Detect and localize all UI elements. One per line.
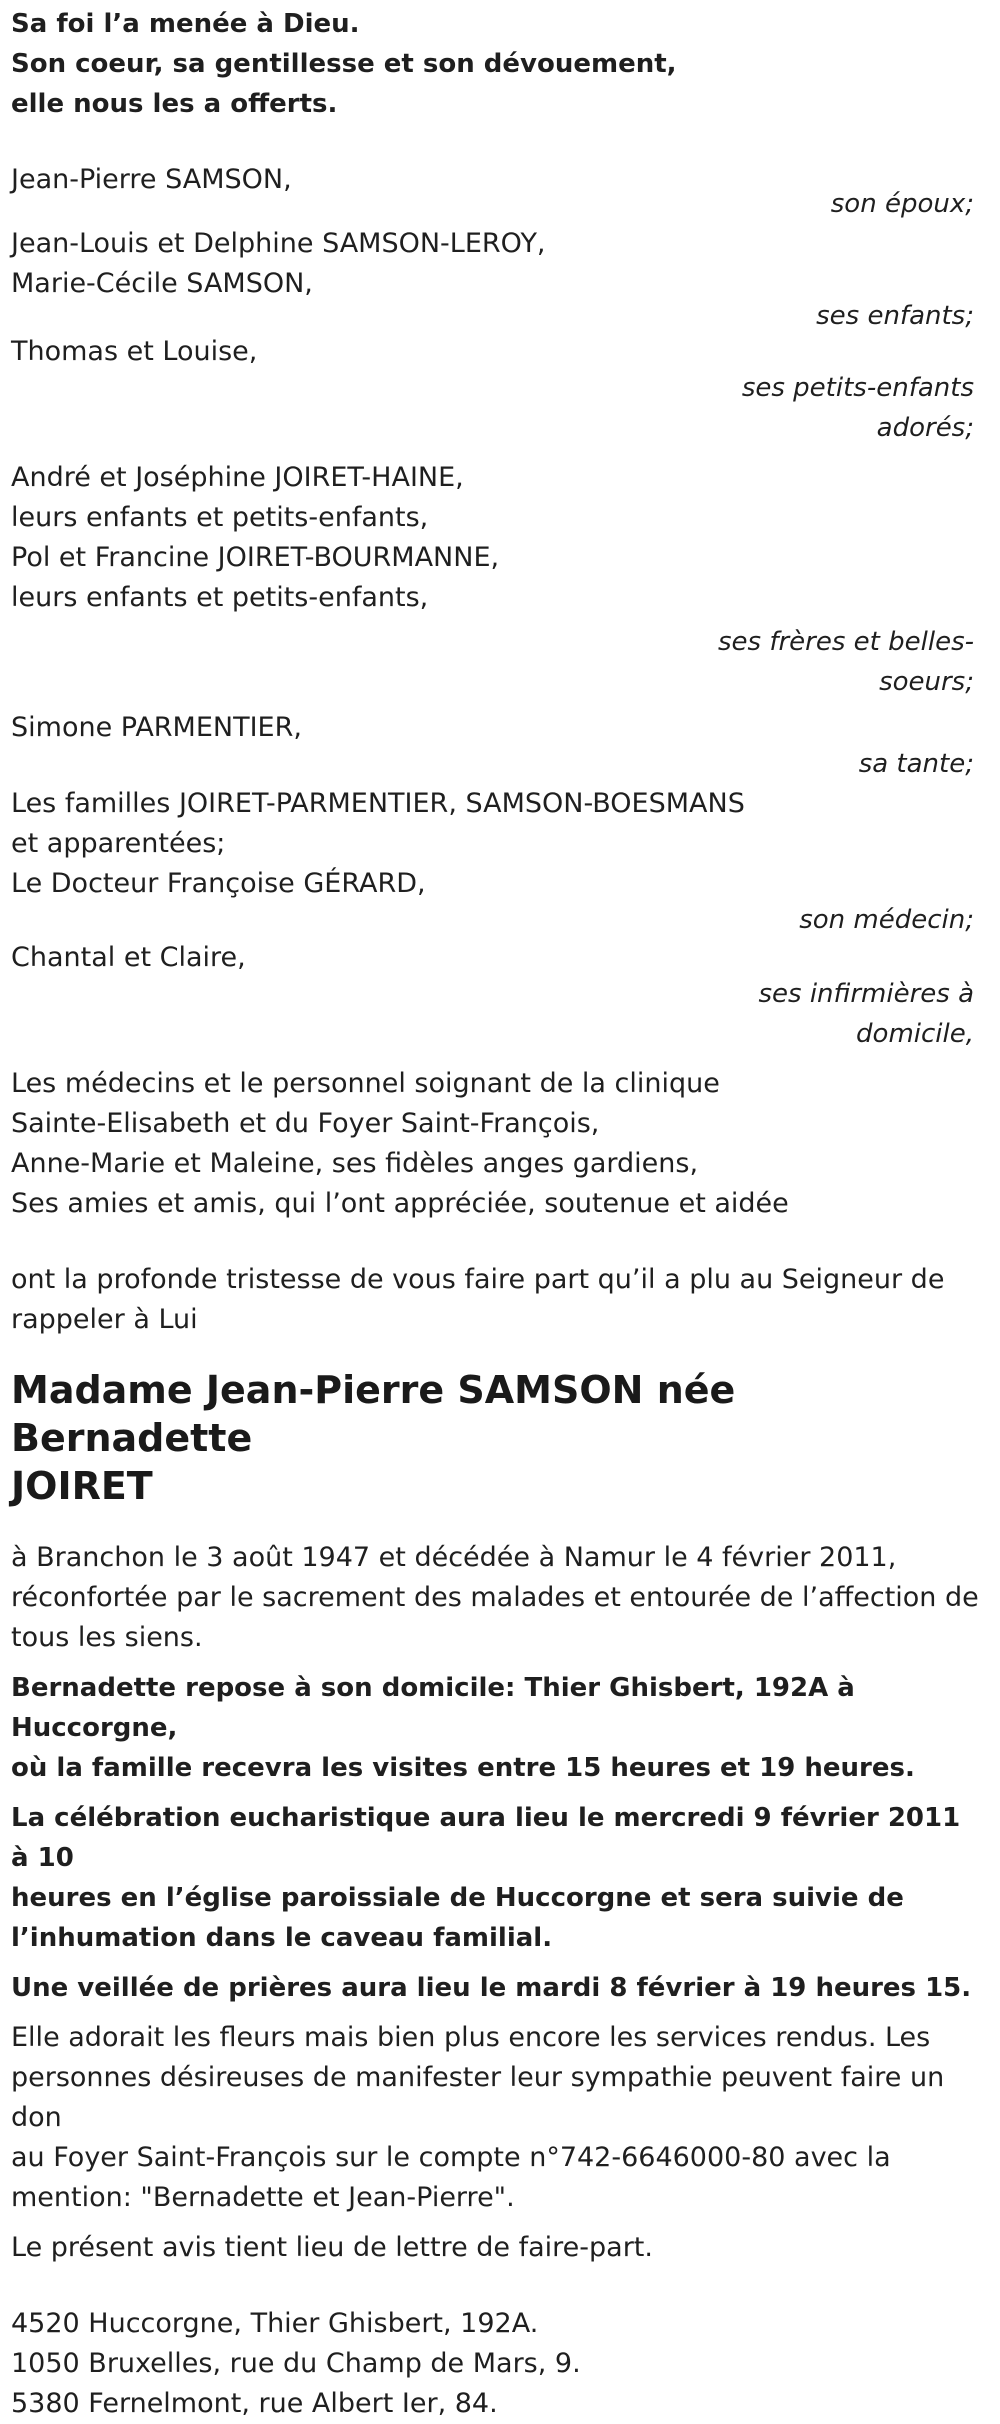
announcement-line: rappeler à Lui (11, 1304, 198, 1335)
addresses-section (11, 2304, 986, 2424)
family-group-nurses (11, 938, 986, 1054)
staff-section (11, 1064, 986, 1224)
family-group-grandchildren (11, 332, 986, 448)
family-group-siblings (11, 458, 986, 702)
family-name: Marie-Cécile SAMSON, (11, 268, 313, 299)
paragraph-line: Une veillée de prières aura lieu le mardi 8 février à 19 heures 15. (11, 1973, 972, 2003)
paragraph-line: à Branchon le 3 août 1947 et décédée à Namur le 4 février 2011, (11, 1542, 897, 1573)
family-name: Les familles JOIRET-PARMENTIER, SAMSON-BOESMANS (11, 788, 745, 819)
address-line: 1050 Bruxelles, rue du Champ de Mars, 9. (11, 2348, 581, 2379)
family-name: Le Docteur Françoise GÉRARD, (11, 868, 426, 899)
intro-line: elle nous les a offerts. (11, 89, 338, 119)
family-role: sa tante; (858, 749, 974, 779)
paragraph-line: mention: "Bernadette et Jean-Pierre". (11, 2182, 515, 2213)
family-name: Jean-Louis et Delphine SAMSON-LEROY, (11, 228, 546, 259)
family-role: domicile, (856, 1019, 974, 1049)
family-role: ses frères et belles- (717, 627, 974, 657)
paragraph-line: réconfortée par le sacrement des malades et entourée de l’affection de (11, 1582, 979, 1613)
paragraph-line: où la famille recevra les visites entre 15 heures et 19 heures. (11, 1753, 915, 1783)
family-name: Simone PARMENTIER, (11, 712, 302, 743)
family-name: leurs enfants et petits-enfants, (11, 502, 429, 533)
paragraph-line: heures en l’église paroissiale de Huccorgne et sera suivie de (11, 1883, 904, 1913)
family-role: soeurs; (879, 667, 974, 697)
family-role: ses enfants; (816, 301, 974, 331)
paragraph-line: Bernadette repose à son domicile: Thier Ghisbert, 192A à Huccorgne, (11, 1673, 855, 1743)
staff-line: Ses amies et amis, qui l’ont appréciée, soutenue et aidée (11, 1188, 789, 1219)
intro-line: Son coeur, sa gentillesse et son dévouement, (11, 49, 677, 79)
paragraph-line: tous les siens. (11, 1622, 203, 1653)
family-group-children (11, 224, 986, 336)
paragraph-line: l’inhumation dans le caveau familial. (11, 1923, 553, 1953)
family-group-spouse (11, 160, 986, 224)
family-group-extended (11, 784, 986, 940)
celebration-paragraph (11, 1798, 986, 1958)
family-name: Thomas et Louise, (11, 336, 258, 367)
family-role: ses petits-enfants (741, 373, 974, 403)
flowers-paragraph (11, 2018, 986, 2218)
paragraph-line: personnes désireuses de manifester leur sympathie peuvent faire un don (11, 2062, 945, 2133)
paragraph-line: La célébration eucharistique aura lieu le mercredi 9 février 2011 à 10 (11, 1803, 961, 1873)
family-name: et apparentées; (11, 828, 226, 859)
intro-line: Sa foi l’a menée à Dieu. (11, 9, 360, 39)
family-role: ses infirmières à (758, 979, 974, 1009)
birth-death-paragraph (11, 1538, 986, 1658)
staff-line: Les médecins et le personnel soignant de la clinique (11, 1068, 720, 1099)
family-name: André et Joséphine JOIRET-HAINE, (11, 462, 464, 493)
family-role: adorés; (876, 413, 974, 443)
address-line: 4520 Huccorgne, Thier Ghisbert, 192A. (11, 2308, 539, 2339)
repose-paragraph (11, 1668, 986, 1788)
family-name: leurs enfants et petits-enfants, (11, 582, 429, 613)
announcement-line: ont la profonde tristesse de vous faire part qu’il a plu au Seigneur de (11, 1264, 945, 1295)
family-name: Jean-Pierre SAMSON, (11, 164, 292, 195)
family-group-aunt (11, 708, 986, 784)
vigil-paragraph (11, 1968, 986, 2008)
deceased-name (11, 1366, 986, 1510)
intro-section (11, 4, 986, 124)
address-line: 5380 Fernelmont, rue Albert Ier, 84. (11, 2388, 498, 2419)
deceased-name-line: Madame Jean-Pierre SAMSON née Bernadette (11, 1368, 736, 1460)
deceased-name-line: JOIRET (11, 1464, 153, 1508)
family-role: son médecin; (799, 905, 974, 935)
family-name: Pol et Francine JOIRET-BOURMANNE, (11, 542, 500, 573)
staff-line: Sainte-Elisabeth et du Foyer Saint-François, (11, 1108, 600, 1139)
paragraph-line: au Foyer Saint-François sur le compte n°742-6646000-80 avec la (11, 2142, 891, 2173)
paragraph-line: Elle adorait les fleurs mais bien plus encore les services rendus. Les (11, 2022, 931, 2053)
staff-line: Anne-Marie et Maleine, ses fidèles anges gardiens, (11, 1148, 699, 1179)
notice-line: Le présent avis tient lieu de lettre de faire-part. (11, 2232, 653, 2263)
family-name: Chantal et Claire, (11, 942, 246, 973)
family-role: son époux; (830, 189, 974, 219)
announcement (11, 1260, 986, 1340)
